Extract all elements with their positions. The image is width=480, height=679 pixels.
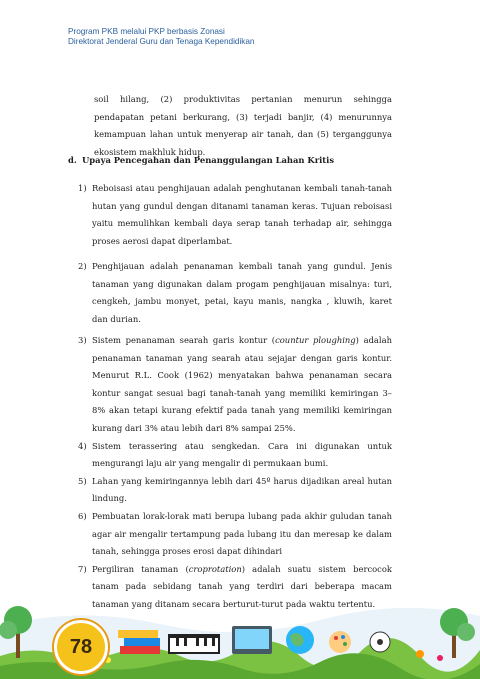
item-text-italic: countur ploughing <box>275 335 356 345</box>
page-header <box>68 27 254 47</box>
list-item-4 <box>78 438 392 473</box>
header-directorate: Direktorat Jenderal Guru dan Tenaga Kependidikan <box>68 37 255 46</box>
section-title: Upaya Pencegahan dan Penanggulangan Lahan Kritis <box>82 155 335 165</box>
list-item-3 <box>78 332 392 438</box>
page-number-badge <box>54 620 108 674</box>
header-program-title: Program PKB melalui PKP berbasis Zonasi <box>68 27 225 36</box>
item-text-b: ) adalah suatu sistem bercocok tanam pada sebidang tanah yang terdiri dari beberapa macam tanaman yang ditanam secara berturut-turut pada waktu tertentu. <box>92 563 392 609</box>
item-text: Lahan yang kemiringannya lebih dari 45º harus dijadikan areal hutan lindung. <box>92 475 392 504</box>
item-text: Penghijauan adalah penanaman kembali tanah yang gundul. Jenis tanaman yang digunakan dalam progam penghijauan misalnya: turi, cengkeh, jambu monyet, petai, kayu manis, nangka , kluwih, karet dan durian. <box>92 261 392 324</box>
list-group-3 <box>78 332 392 614</box>
list-item-2 <box>78 258 392 328</box>
item-text: Reboisasi atau penghijauan adalah penghutanan kembali tanah-tanah hutan yang gundul dengan ditanami tanaman keras. Tujuan reboisasi yaitu memulihkan kembali daya serap tanah terhadap air, sehingga proses aerosi dapat diperlambat. <box>92 183 392 246</box>
list-item-5 <box>78 473 392 508</box>
section-label: d. <box>68 155 77 165</box>
list-group-1 <box>78 180 392 250</box>
item-text-b: ) adalah penanaman tanaman yang searah atau sejajar dengan garis kontur. Menurut R.L. Cook (1962) menyatakan bahwa penanaman secara kontur sangat sesuai bagi tanah-tanah yang memiliki kemiringan 3–8% akan tetapi kurang efektif pada tanah yang memiliki kemiringan kurang dari 3% atau lebih dari 8% sampai 25%. <box>92 335 392 433</box>
list-item-6 <box>78 508 392 561</box>
item-number: 7) <box>78 563 87 574</box>
list-group-2 <box>78 258 392 328</box>
intro-paragraph: soil hilang, (2) produktivitas pertanian menurun sehingga pendapatan petani berkurang, (3) terjadi banjir, (4) menurunnya kemampuan lahan untuk menyerap air tanah, dan (5) terganggunya ekosistem makhluk hidup. <box>94 94 392 157</box>
item-text-a: Sistem penanaman searah garis kontur ( <box>92 335 276 345</box>
item-text: Sistem terassering atau sengkedan. Cara ini digunakan untuk mengurangi laju air yang mengalir di permukaan bumi. <box>92 440 392 469</box>
item-number: 3) <box>78 335 87 345</box>
item-number: 5) <box>78 475 87 486</box>
page-number: 78 <box>69 635 93 658</box>
item-number: 6) <box>78 510 87 521</box>
section-heading <box>68 152 388 170</box>
list-item-1 <box>78 180 392 250</box>
item-text: Pembuatan lorak-lorak mati berupa lubang pada akhir guludan tanah agar air mengalir tertampung pada lubang itu dan meresap ke dalam tanah, sehingga proses erosi dapat dihindari <box>92 510 392 557</box>
item-text-a: Pergiliran tanaman ( <box>92 563 189 574</box>
item-number: 1) <box>78 183 87 193</box>
item-number: 4) <box>78 440 87 451</box>
item-number: 2) <box>78 261 87 271</box>
item-text-italic: croprotation <box>188 563 242 574</box>
